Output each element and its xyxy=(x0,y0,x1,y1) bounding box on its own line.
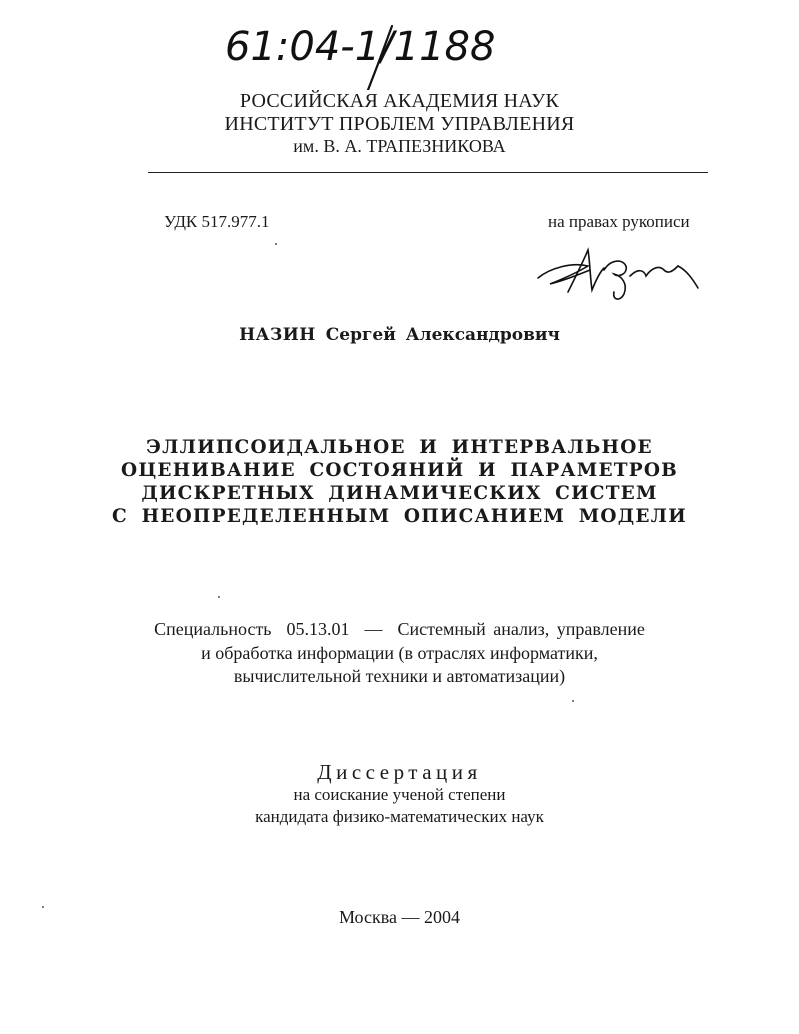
specialty-line-2: и обработка информации (в отраслях информатики, xyxy=(201,643,598,663)
udk-code: УДК 517.977.1 xyxy=(164,212,270,231)
degree-line-2: кандидата физико-математических наук xyxy=(255,807,544,826)
institution-line-1: РОССИЙСКАЯ АКАДЕМИЯ НАУК xyxy=(239,90,560,112)
specialty-line-1: Специальность 05.13.01 — Системный анализ, управление xyxy=(154,619,645,639)
author-given-names: Сергей Александрович xyxy=(325,325,560,345)
city-year: Москва — 2004 xyxy=(339,907,460,927)
title-line-3: ДИСКРЕТНЫХ ДИНАМИЧЕСКИХ СИСТЕМ xyxy=(141,483,658,504)
author-signature xyxy=(530,240,705,305)
scan-speck xyxy=(572,700,574,702)
scan-speck xyxy=(275,243,277,245)
title-line-2: ОЦЕНИВАНИЕ СОСТОЯНИЙ И ПАРАМЕТРОВ xyxy=(121,460,678,481)
manuscript-rights-note: на правах рукописи xyxy=(548,212,690,231)
institution-line-3: им. В. А. ТРАПЕЗНИКОВА xyxy=(293,136,506,156)
author-surname: НАЗИН xyxy=(239,325,316,345)
title-line-1: ЭЛЛИПСОИДАЛЬНОЕ И ИНТЕРВАЛЬНОЕ xyxy=(146,437,653,458)
archive-number-text: 61:04-1/1188 xyxy=(225,24,496,70)
specialty-line-3: вычислительной техники и автоматизации) xyxy=(233,666,566,686)
archive-number-handwritten xyxy=(0,8,799,90)
scan-speck xyxy=(218,596,220,598)
title-line-4: С НЕОПРЕДЕЛЕННЫМ ОПИСАНИЕМ МОДЕЛИ xyxy=(112,506,687,527)
author-name xyxy=(0,325,799,345)
dissertation-heading: Диссертация xyxy=(317,760,482,784)
scan-speck xyxy=(42,906,44,908)
header-divider xyxy=(148,172,708,173)
degree-line-1: на соискание ученой степени xyxy=(293,785,506,804)
institution-line-2: ИНСТИТУТ ПРОБЛЕМ УПРАВЛЕНИЯ xyxy=(224,113,575,135)
